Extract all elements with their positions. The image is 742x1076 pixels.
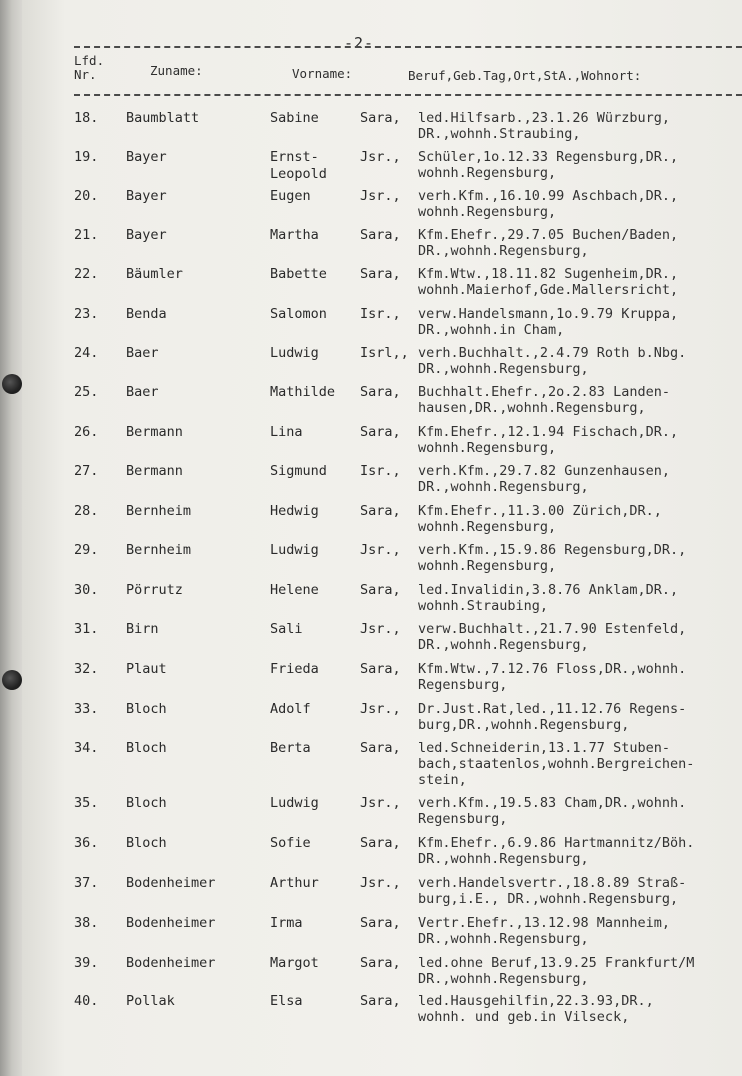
details: Vertr.Ehefr.,13.12.98 Mannheim, DR.,wohnh.Regensburg, (418, 915, 670, 947)
name-suffix: Sara, (360, 955, 401, 971)
details: led.ohne Beruf,13.9.25 Frankfurt/M DR.,wohnh.Regensburg, (418, 955, 695, 987)
given-name: Adolf (270, 701, 311, 717)
surname: Bloch (126, 740, 167, 756)
page-number: -2- (344, 34, 375, 52)
name-suffix: Sara, (360, 835, 401, 851)
details: Kfm.Ehefr.,6.9.86 Hartmannitz/Böh. DR.,wohnh.Regensburg, (418, 835, 695, 867)
given-name: Margot (270, 955, 319, 971)
given-name: Helene (270, 582, 319, 598)
surname: Baumblatt (126, 110, 200, 126)
name-suffix: Sara, (360, 993, 401, 1009)
name-suffix: Sara, (360, 384, 401, 400)
surname: Bayer (126, 149, 167, 165)
row-number: 26. (74, 424, 99, 440)
surname: Bernheim (126, 503, 192, 519)
row-number: 37. (74, 875, 99, 891)
surname: Bermann (126, 424, 183, 440)
surname: Bermann (126, 463, 183, 479)
row-number: 18. (74, 110, 99, 126)
surname: Birn (126, 621, 159, 637)
name-suffix: Sara, (360, 110, 401, 126)
given-name: Ludwig (270, 795, 319, 811)
given-name: Irma (270, 915, 303, 931)
row-number: 29. (74, 542, 99, 558)
surname: Bodenheimer (126, 955, 216, 971)
row-number: 31. (74, 621, 99, 637)
details: verh.Kfm.,19.5.83 Cham,DR.,wohnh. Regensburg, (418, 795, 687, 827)
given-name: Berta (270, 740, 311, 756)
details: verh.Kfm.,16.10.99 Aschbach,DR., wohnh.Regensburg, (418, 188, 679, 220)
row-number: 28. (74, 503, 99, 519)
name-suffix: Jsr., (360, 701, 401, 717)
details: verh.Buchhalt.,2.4.79 Roth b.Nbg. DR.,wohnh.Regensburg, (418, 345, 687, 377)
row-number: 36. (74, 835, 99, 851)
given-name: Arthur (270, 875, 319, 891)
document-page (22, 0, 742, 1076)
name-suffix: Sara, (360, 266, 401, 282)
surname: Bayer (126, 188, 167, 204)
given-name: Frieda (270, 661, 319, 677)
surname: Bodenheimer (126, 875, 216, 891)
name-suffix: Jsr., (360, 621, 401, 637)
row-number: 30. (74, 582, 99, 598)
surname: Bodenheimer (126, 915, 216, 931)
name-suffix: Jsr., (360, 188, 401, 204)
binding-edge (0, 0, 22, 1076)
name-suffix: Jsr., (360, 875, 401, 891)
row-number: 38. (74, 915, 99, 931)
row-number: 40. (74, 993, 99, 1009)
row-number: 32. (74, 661, 99, 677)
row-number: 39. (74, 955, 99, 971)
header-bottom-rule (74, 94, 742, 96)
surname: Pollak (126, 993, 175, 1009)
row-number: 27. (74, 463, 99, 479)
surname: Plaut (126, 661, 167, 677)
header-details: Beruf,Geb.Tag,Ort,StA.,Wohnort: (408, 68, 642, 83)
given-name: Lina (270, 424, 303, 440)
name-suffix: Sara, (360, 503, 401, 519)
details: Kfm.Ehefr.,12.1.94 Fischach,DR., wohnh.Regensburg, (418, 424, 679, 456)
given-name: Ernst- Leopold (270, 149, 327, 182)
details: Kfm.Ehefr.,11.3.00 Zürich,DR., wohnh.Regensburg, (418, 503, 662, 535)
given-name: Babette (270, 266, 327, 282)
name-suffix: Jsr., (360, 795, 401, 811)
given-name: Sabine (270, 110, 319, 126)
row-number: 22. (74, 266, 99, 282)
surname: Bloch (126, 835, 167, 851)
given-name: Sofie (270, 835, 311, 851)
given-name: Elsa (270, 993, 303, 1009)
name-suffix: Sara, (360, 740, 401, 756)
details: Dr.Just.Rat,led.,11.12.76 Regens- burg,DR.,wohnh.Regensburg, (418, 701, 687, 733)
details: led.Invalidin,3.8.76 Anklam,DR., wohnh.Straubing, (418, 582, 679, 614)
given-name: Hedwig (270, 503, 319, 519)
details: verw.Buchhalt.,21.7.90 Estenfeld, DR.,wohnh.Regensburg, (418, 621, 687, 653)
details: led.Hausgehilfin,22.3.93,DR., wohnh. und geb.in Vilseck, (418, 993, 654, 1025)
name-suffix: Sara, (360, 915, 401, 931)
row-number: 23. (74, 306, 99, 322)
row-number: 19. (74, 149, 99, 165)
header-top-rule (74, 46, 742, 48)
name-suffix: Sara, (360, 227, 401, 243)
header-vorname: Vorname: (292, 66, 353, 81)
surname: Bloch (126, 701, 167, 717)
name-suffix: Isr., (360, 306, 401, 322)
name-suffix: Isrl,, (360, 345, 409, 361)
surname: Bernheim (126, 542, 192, 558)
name-suffix: Isr., (360, 463, 401, 479)
surname: Baer (126, 384, 159, 400)
surname: Benda (126, 306, 167, 322)
details: verw.Handelsmann,1o.9.79 Kruppa, DR.,wohnh.in Cham, (418, 306, 679, 338)
surname: Baer (126, 345, 159, 361)
surname: Bloch (126, 795, 167, 811)
punch-hole (2, 374, 22, 394)
header-lfd-nr: Lfd. Nr. (74, 53, 105, 82)
details: verh.Handelsvertr.,18.8.89 Straß- burg,i.E., DR.,wohnh.Regensburg, (418, 875, 687, 907)
details: Kfm.Wtw.,18.11.82 Sugenheim,DR., wohnh.Maierhof,Gde.Mallersricht, (418, 266, 679, 298)
details: Kfm.Wtw.,7.12.76 Floss,DR.,wohnh. Regensburg, (418, 661, 687, 693)
surname: Pörrutz (126, 582, 183, 598)
name-suffix: Sara, (360, 661, 401, 677)
row-number: 33. (74, 701, 99, 717)
details: led.Schneiderin,13.1.77 Stuben- bach,staatenlos,wohnh.Bergreichen- stein, (418, 740, 695, 788)
surname: Bäumler (126, 266, 183, 282)
given-name: Eugen (270, 188, 311, 204)
given-name: Mathilde (270, 384, 336, 400)
punch-hole (2, 670, 22, 690)
row-number: 21. (74, 227, 99, 243)
surname: Bayer (126, 227, 167, 243)
given-name: Sigmund (270, 463, 327, 479)
name-suffix: Jsr., (360, 149, 401, 165)
details: Buchhalt.Ehefr.,2o.2.83 Landen- hausen,DR.,wohnh.Regensburg, (418, 384, 670, 416)
name-suffix: Sara, (360, 424, 401, 440)
name-suffix: Jsr., (360, 542, 401, 558)
row-number: 34. (74, 740, 99, 756)
given-name: Martha (270, 227, 319, 243)
details: verh.Kfm.,15.9.86 Regensburg,DR., wohnh.Regensburg, (418, 542, 687, 574)
row-number: 25. (74, 384, 99, 400)
header-zuname: Zuname: (150, 63, 203, 78)
name-suffix: Sara, (360, 582, 401, 598)
details: Schüler,1o.12.33 Regensburg,DR., wohnh.Regensburg, (418, 149, 679, 181)
row-number: 24. (74, 345, 99, 361)
given-name: Sali (270, 621, 303, 637)
row-number: 35. (74, 795, 99, 811)
details: led.Hilfsarb.,23.1.26 Würzburg, DR.,wohnh.Straubing, (418, 110, 670, 142)
given-name: Ludwig (270, 345, 319, 361)
details: verh.Kfm.,29.7.82 Gunzenhausen, DR.,wohnh.Regensburg, (418, 463, 670, 495)
given-name: Salomon (270, 306, 327, 322)
row-number: 20. (74, 188, 99, 204)
details: Kfm.Ehefr.,29.7.05 Buchen/Baden, DR.,wohnh.Regensburg, (418, 227, 679, 259)
given-name: Ludwig (270, 542, 319, 558)
